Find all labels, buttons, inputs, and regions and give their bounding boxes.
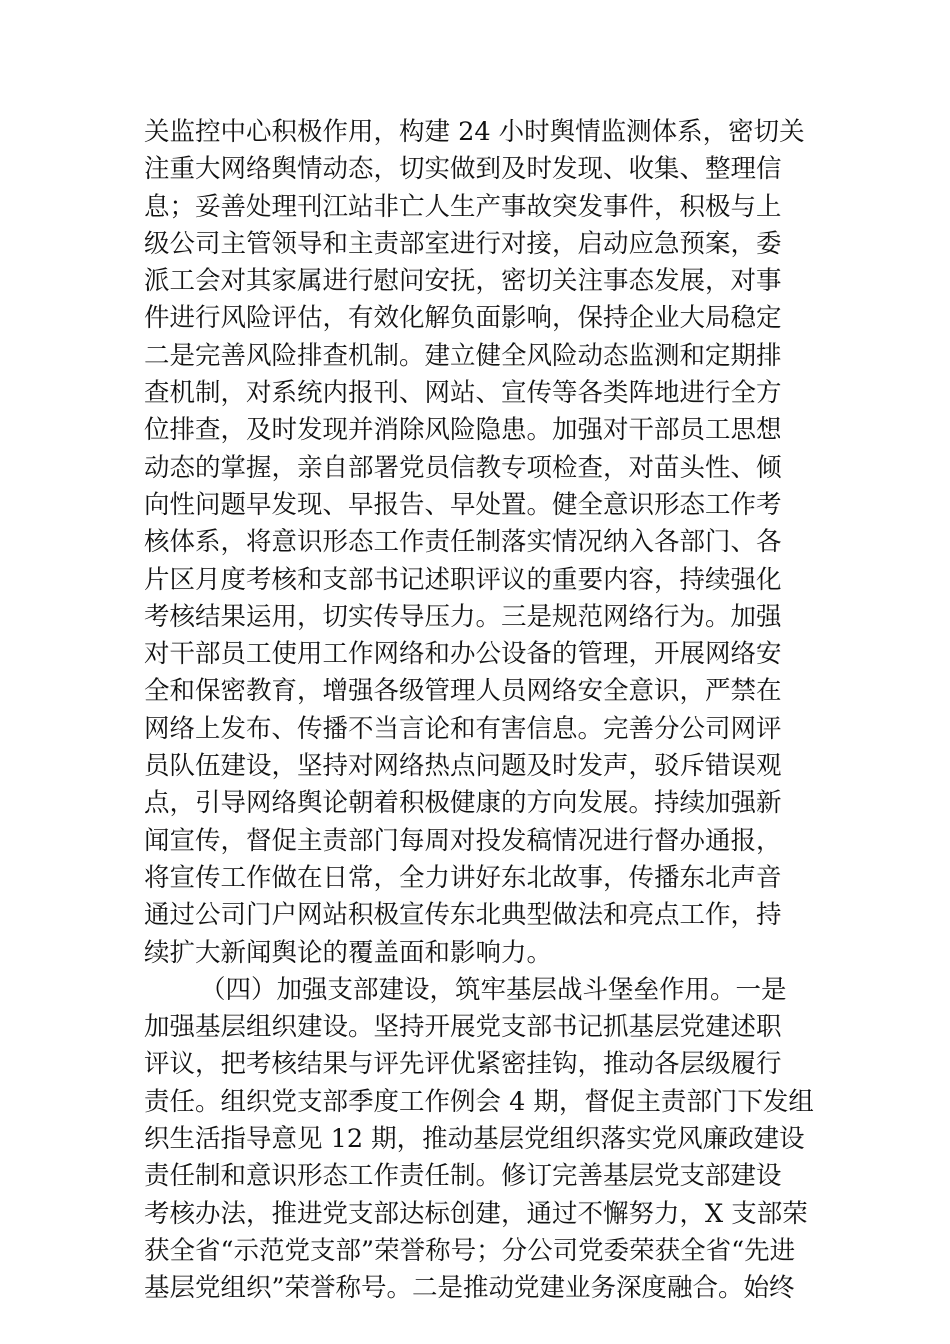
text-line: 闻宣传，督促主责部门每周对投发稿情况进行督办通报， <box>144 825 782 856</box>
text-line: 动态的掌握，亲自部署党员信教专项检查，对苗头性、倾 <box>144 452 782 483</box>
text-line: 员队伍建设，坚持对网络热点问题及时发声，驳斥错误观 <box>144 751 782 782</box>
text-line: 息；妥善处理刊江站非亡人生产事故突发事件，积极与上 <box>144 191 782 222</box>
text-line: 全和保密教育，增强各级管理人员网络安全意识，严禁在 <box>144 676 782 707</box>
text-line: 考核结果运用，切实传导压力。三是规范网络行为。加强 <box>144 601 782 632</box>
text-line: 基层党组织”荣誉称号。二是推动党建业务深度融合。始终 <box>144 1273 795 1304</box>
text-line: 核体系，将意识形态工作责任制落实情况纳入各部门、各 <box>144 527 782 558</box>
paragraph <box>144 114 844 972</box>
text-line: 派工会对其家属进行慰问安抚，密切关注事态发展，对事 <box>144 266 782 297</box>
text-line: 续扩大新闻舆论的覆盖面和影响力。 <box>144 937 553 968</box>
text-line: 件进行风险评估，有效化解负面影响，保持企业大局稳定 <box>144 303 782 334</box>
text-line: 网络上发布、传播不当言论和有害信息。完善分公司网评 <box>144 713 782 744</box>
text-line: 向性问题早发现、早报告、早处置。健全意识形态工作考 <box>144 489 782 520</box>
text-line: 点，引导网络舆论朝着积极健康的方向发展。持续加强新 <box>144 788 782 819</box>
text-line: 查机制，对系统内报刊、网站、宣传等各类阵地进行全方 <box>144 378 782 409</box>
text-line: 位排查，及时发现并消除风险隐患。加强对干部员工思想 <box>144 415 782 446</box>
text-line: 责任制和意识形态工作责任制。修订完善基层党支部建设 <box>144 1161 782 1192</box>
text-line: 织生活指导意见 12 期，推动基层党组织落实党风廉政建设 <box>144 1124 805 1155</box>
text-line: 对干部员工使用工作网络和办公设备的管理，开展网络安 <box>144 639 782 670</box>
text-line: （四）加强支部建设，筑牢基层战斗堡垒作用。一是 <box>200 974 787 1005</box>
text-line: 注重大网络舆情动态，切实做到及时发现、收集、整理信 <box>144 154 782 185</box>
text-line: 将宣传工作做在日常，全力讲好东北故事，传播东北声音 <box>144 862 782 893</box>
text-line: 级公司主管领导和主责部室进行对接，启动应急预案，委 <box>144 228 782 259</box>
text-line: 考核办法，推进党支部达标创建，通过不懈努力，X 支部荣 <box>144 1198 808 1229</box>
text-line: 加强基层组织建设。坚持开展党支部书记抓基层党建述职 <box>144 1012 782 1043</box>
text-line: 通过公司门户网站积极宣传东北典型做法和亮点工作，持 <box>144 900 782 931</box>
text-line: 责任。组织党支部季度工作例会 4 期，督促主责部门下发组 <box>144 1086 814 1117</box>
text-line: 获全省“示范党支部”荣誉称号；分公司党委荣获全省“先进 <box>144 1235 796 1266</box>
text-line: 片区月度考核和支部书记述职评议的重要内容，持续强化 <box>144 564 782 595</box>
body-text <box>144 114 844 1308</box>
text-line: 评议，把考核结果与评先评优紧密挂钩，推动各层级履行 <box>144 1049 782 1080</box>
text-line: 关监控中心积极作用，构建 24 小时舆情监测体系，密切关 <box>144 117 805 147</box>
paragraph <box>144 972 844 1308</box>
text-line: 二是完善风险排查机制。建立健全风险动态监测和定期排 <box>144 340 782 371</box>
